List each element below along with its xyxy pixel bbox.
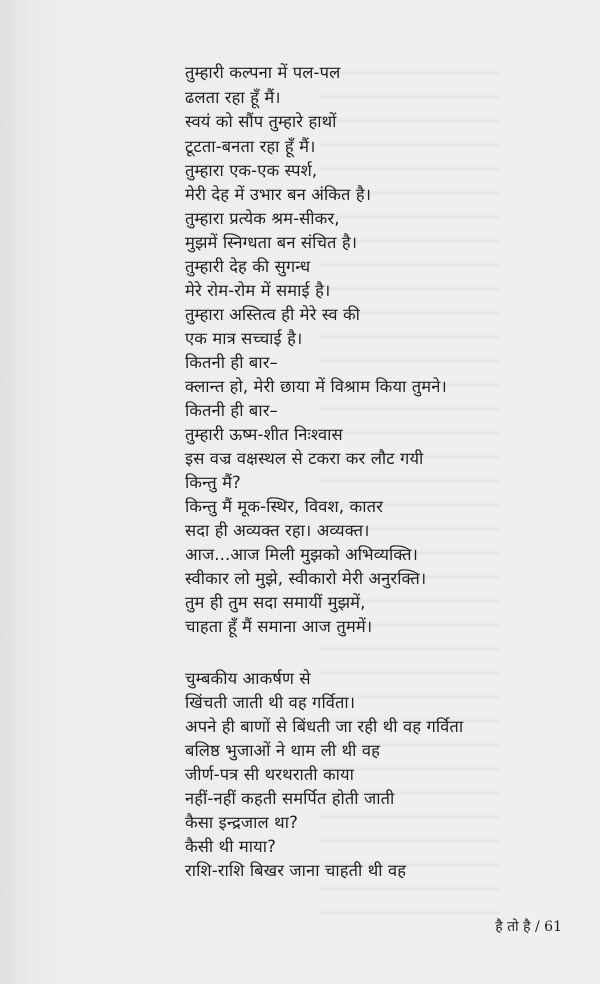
poem-line: तुम्हारा प्रत्येक श्रम-सीकर, xyxy=(185,209,340,228)
poem-line: तुम्हारी देह की सुगन्ध xyxy=(185,257,311,276)
poem-line: कैसी थी माया? xyxy=(185,837,276,856)
poem-line: इस वज्र वक्षस्थल से टकरा कर लौट गयी xyxy=(185,449,424,468)
poem-line: कितनी ही बार– xyxy=(185,401,278,420)
poem-line: खिंचती जाती थी वह गर्विता। xyxy=(185,693,356,712)
poem-line: एक मात्र सच्चाई है। xyxy=(185,329,303,348)
poem-line: मेरी देह में उभार बन अंकित है। xyxy=(185,185,372,204)
poem-line: चुम्बकीय आकर्षण से xyxy=(185,669,311,688)
poem-line: मुझमें स्निग्धता बन संचित है। xyxy=(185,233,358,252)
poem-line: नहीं-नहीं कहती समर्पित होती जाती xyxy=(185,789,395,808)
poem-line: अपने ही बाणों से बिंधती जा रही थी वह गर्विता xyxy=(185,717,464,736)
poem-line: जीर्ण-पत्र सी थरथराती काया xyxy=(185,765,354,784)
poem-line: चाहता हूँ मैं समाना आज तुममें। xyxy=(185,617,373,636)
poem-line: ढलता रहा हूँ मैं। xyxy=(185,88,281,107)
poem-line: स्वीकार लो मुझे, स्वीकारो मेरी अनुरक्ति। xyxy=(185,569,427,588)
poem-line: राशि-राशि बिखर जाना चाहती थी वह xyxy=(185,861,407,880)
poem-line: तुम्हारा अस्तित्व ही मेरे स्व की xyxy=(185,305,361,324)
poem-line: किन्तु मैं? xyxy=(185,473,241,492)
poem-line: स्वयं को सौंप तुम्हारे हाथों xyxy=(185,112,337,131)
poem-line: क्लान्त हो, मेरी छाया में विश्राम किया तुमने। xyxy=(185,377,447,396)
poem-line: कैसा इन्द्रजाल था? xyxy=(185,813,298,832)
poem-line: मेरे रोम-रोम में समाई है। xyxy=(185,281,331,300)
poem-line: आज...आज मिली मुझको अभिव्यक्ति। xyxy=(185,545,419,564)
poem-line: तुम्हारा एक-एक स्पर्श, xyxy=(185,161,318,180)
poem-line: कितनी ही बार– xyxy=(185,353,278,372)
poem-line: सदा ही अव्यक्त रहा। अव्यक्त। xyxy=(185,521,370,540)
poem-line: तुम्हारी कल्पना में पल-पल xyxy=(185,63,341,82)
poem-line: तुम्हारी ऊष्म-शीत निःश्वास xyxy=(185,425,343,444)
poem-line: बलिष्ठ भुजाओं ने थाम ली थी वह xyxy=(185,741,381,760)
poem-line: टूटता-बनता रहा हूँ मैं। xyxy=(185,137,316,156)
poem-line: तुम ही तुम सदा समायीं मुझमें, xyxy=(185,593,366,612)
poem-line: किन्तु मैं मूक-स्थिर, विवश, कातर xyxy=(185,497,383,516)
page-footer: है तो है / 61 xyxy=(495,919,562,935)
